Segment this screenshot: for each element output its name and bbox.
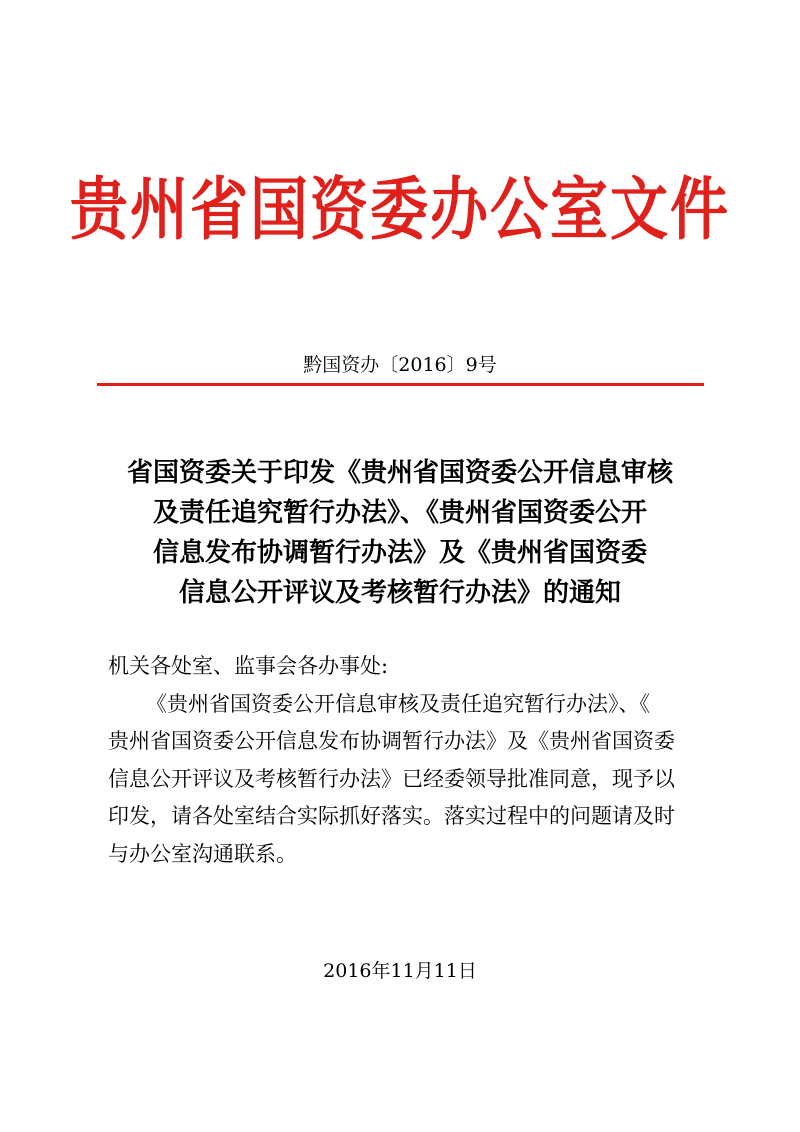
notice-title-line: 信息发布协调暂行办法》及《贵州省国资委: [152, 538, 647, 568]
body-paragraph-line: 《贵州省国资委公开信息审核及责任追究暂行办法》、《: [146, 691, 650, 716]
document-number: 黔国资办〔2016〕9号: [303, 354, 497, 376]
document-header-title: 贵州省国资委办公室文件: [69, 169, 730, 250]
body-paragraph-line: 与办公室沟通联系。: [108, 841, 297, 866]
notice-title: [60, 453, 740, 613]
body-paragraph-line: 信息公开评议及考核暂行办法》已经委领导批准同意，现予以: [108, 766, 675, 791]
salutation: 机关各处室、监事会各办事处:: [108, 654, 389, 678]
notice-title-line: 信息公开评议及考核暂行办法》的通知: [178, 578, 621, 608]
document-date: 2016年11月11日: [323, 960, 477, 982]
body-paragraph-line: 贵州省国资委公开信息发布协调暂行办法》及《贵州省国资委: [108, 729, 675, 753]
notice-body: [108, 648, 698, 873]
body-paragraph-line: 印发，请各处室结合实际抓好落实。落实过程中的问题请及时: [108, 804, 675, 828]
notice-title-line: 省国资委关于印发《贵州省国资委公开信息审核: [126, 458, 673, 488]
notice-title-line: 及责任追究暂行办法》、《贵州省国资委公开: [152, 498, 647, 528]
red-separator-line: [97, 383, 704, 386]
